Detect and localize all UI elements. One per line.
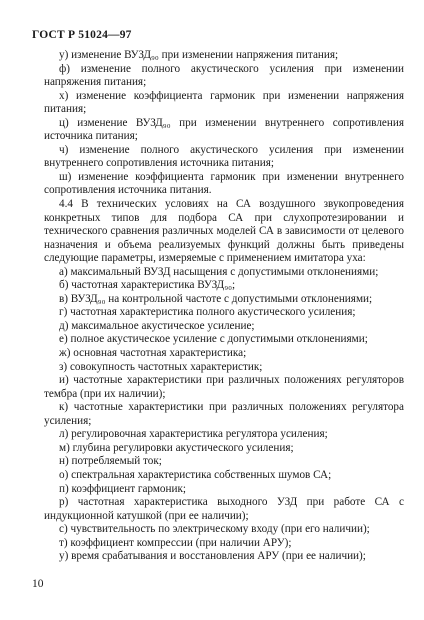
list-item-zh: ж) основная частотная характеристика; — [59, 347, 247, 360]
list-item-r: р) частотная характеристика выходного УЗД при работе СА с индукционной катушкой (при ее наличии); — [44, 496, 404, 522]
list-item-g: г) частотная характеристика полного акустического усиления; — [59, 306, 356, 319]
document-header: ГОСТ Р 51024—97 — [32, 29, 132, 41]
list-item-k: к) частотные характеристики при различных положениях регулятора усиления; — [44, 401, 404, 427]
list-item-p: п) коэффициент гармоник; — [59, 482, 187, 495]
list-item-n: н) потребляемый ток; — [59, 455, 162, 468]
list-item-m: м) глубина регулировки акустического усиления; — [59, 441, 294, 454]
list-item-v: в) ВУЗД₉₀ на контрольной частоте с допустимыми отклонениями; — [59, 292, 373, 305]
list-item-b: б) частотная характеристика ВУЗД₉₀; — [59, 279, 236, 292]
list-item-u2: у) время срабатывания и восстановления АРУ (при ее наличии); — [59, 550, 366, 563]
list-item-e: е) полное акустическое усиление с допустимыми отклонениями; — [59, 333, 368, 346]
document-body — [44, 49, 404, 564]
list-item-a: а) максимальный ВУЗД насыщения с допустимыми отклонениями; — [59, 265, 379, 278]
list-item-l: л) регулировочная характеристика регулятора усиления; — [59, 428, 328, 441]
paragraph-kh: х) изменение коэффициента гармоник при изменении напряжения питания; — [44, 89, 404, 116]
paragraph-sh: ш) изменение коэффициента гармоник при изменении внутреннего сопротивления источника питания. — [44, 170, 404, 197]
paragraph-u: у) изменение ВУЗД₉₀ при изменении напряжения питания; — [59, 49, 339, 61]
paragraph-ch: ч) изменение полного акустического усиления при изменении внутреннего сопротивления источника питания; — [44, 143, 404, 170]
list-item-s: с) чувствительность по электрическому входу (при его наличии); — [59, 523, 370, 536]
paragraph-ts: ц) изменение ВУЗД₉₀ при изменении внутреннего сопротивления источника питания; — [44, 116, 404, 143]
list-item-i: и) частотные характеристики при различных положениях регуляторов тембра (при их наличии); — [44, 374, 404, 400]
page-number: 10 — [32, 578, 44, 590]
list-item-t: т) коэффициент компрессии (при наличии АРУ); — [59, 536, 292, 549]
list-item-d: д) максимальное акустическое усиление; — [59, 319, 255, 332]
paragraph-f: ф) изменение полного акустического усиления при изменении напряжения питания; — [44, 62, 404, 89]
list-item-z: з) совокупность частотных характеристик; — [59, 360, 263, 373]
list-item-o: о) спектральная характеристика собственных шумов СА; — [59, 468, 332, 481]
paragraph-4-4: 4.4 В технических условиях на СА воздушного звукопроведения конкретных типов для подбора СА при слухопротезировании и технического сравнения различных моделей СА в зависимости от целевого назначения и объема реализуемых функций должны быть приведены следующие параметры, измеряемые с применением имитатора уха: — [44, 198, 404, 265]
